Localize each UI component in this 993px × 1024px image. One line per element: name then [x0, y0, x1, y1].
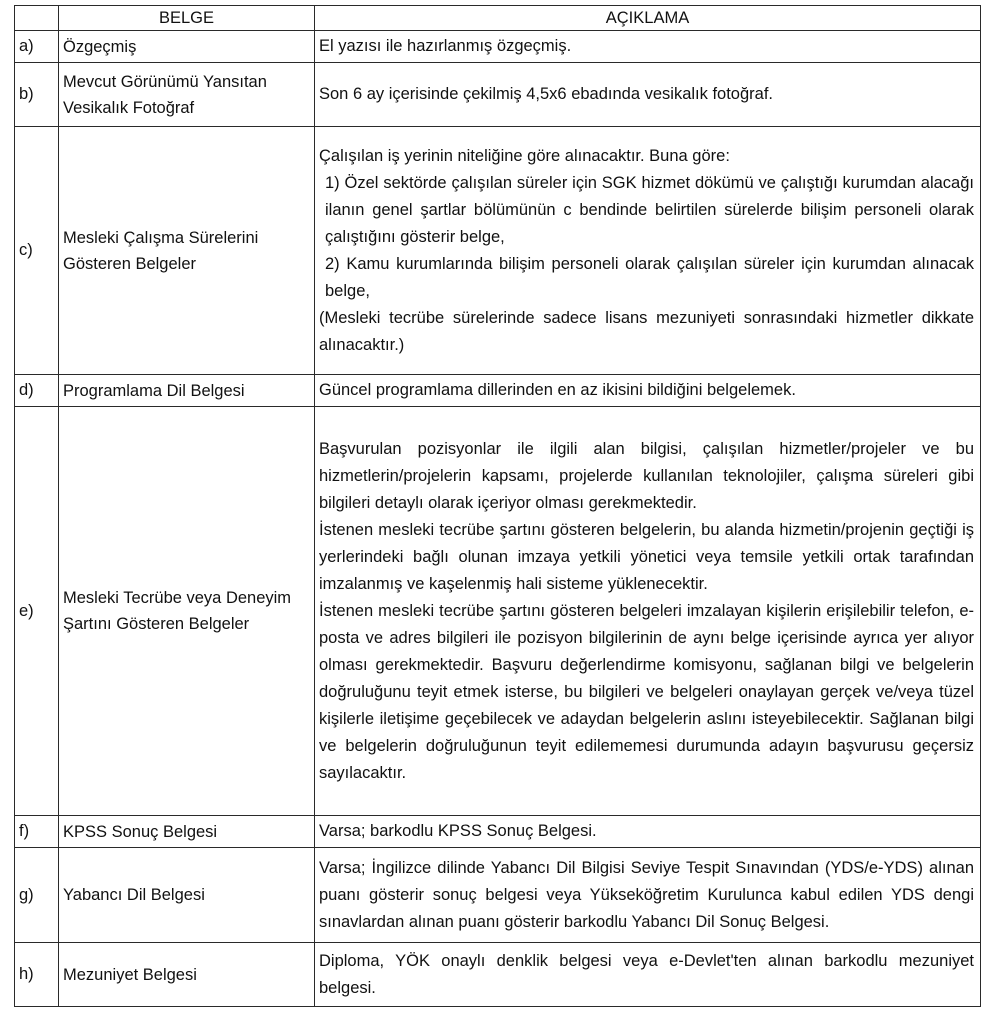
row-aciklama — [315, 816, 981, 848]
row-letter: c) — [15, 127, 59, 375]
row-aciklama — [315, 31, 981, 63]
row-letter: d) — [15, 375, 59, 407]
row-aciklama — [315, 63, 981, 127]
row-aciklama — [315, 848, 981, 943]
header-letter — [15, 6, 59, 31]
row-letter: f) — [15, 816, 59, 848]
aciklama-paragraph: Diploma, YÖK onaylı denklik belgesi veya e-Devlet'ten alınan barkodlu mezuniyet belgesi. — [319, 951, 974, 997]
header-belge: BELGE — [59, 6, 315, 31]
aciklama-paragraph: İstenen mesleki tecrübe şartını gösteren belgelerin, bu alanda hizmetin/projenin geçtiği iş yerlerindeki bağlı olunan imzaya yetkili yönetici veya temsile yetkili ortak tarafından imzalanmış ve kaşelenmiş hali sisteme yüklenecektir. — [319, 520, 974, 593]
aciklama-paragraph: İstenen mesleki tecrübe şartını gösteren belgeleri imzalayan kişilerin erişilebilir telefon, e-posta ve adres bilgileri ile pozisyon bilgilerinin de aynı belge içerisinde ayrıca yer alıyor olması gerekmektedir. Başvuru değerlendirme komisyonu, sağlanan bilgi ve belgelerin doğruluğunu teyit etmek isterse, bu bilgileri ve belgeleri onaylayan gerçek ve/veya tüzel kişilerle iletişime geçebilecek ve adaydan belgelerin aslını isteyebilecektir. Sağlanan bilgi ve belgelerin doğruluğunun teyit edilememesi durumunda adayın başvurusu geçersiz sayılacaktır. — [319, 601, 974, 782]
row-belge: Mezuniyet Belgesi — [59, 943, 315, 1007]
row-belge: KPSS Sonuç Belgesi — [59, 816, 315, 848]
row-letter: g) — [15, 848, 59, 943]
row-belge: Mevcut Görünümü Yansıtan Vesikalık Fotoğraf — [59, 63, 315, 127]
row-aciklama — [315, 407, 981, 816]
aciklama-paragraph: 1) Özel sektörde çalışılan süreler için SGK hizmet dökümü ve çalıştığı kurumdan alacağı ilanın genel şartlar bölümünün c bendinde belirtilen sürelerde bilişim personeli olarak çalıştığını gösterir belge, — [325, 173, 974, 246]
aciklama-paragraph: Varsa; barkodlu KPSS Sonuç Belgesi. — [319, 822, 597, 840]
aciklama-paragraph: El yazısı ile hazırlanmış özgeçmiş. — [319, 37, 572, 55]
table-header-row — [15, 6, 981, 31]
aciklama-paragraph: Son 6 ay içerisinde çekilmiş 4,5x6 ebadında vesikalık fotoğraf. — [319, 85, 773, 103]
table-row — [15, 848, 981, 943]
row-letter: h) — [15, 943, 59, 1007]
row-belge: Mesleki Çalışma Sürelerini Gösteren Belgeler — [59, 127, 315, 375]
table-row — [15, 943, 981, 1007]
aciklama-paragraph: Varsa; İngilizce dilinde Yabancı Dil Bilgisi Seviye Tespit Sınavından (YDS/e-YDS) alınan puanı gösterir sonuç belgesi veya Yükseköğretim Kurulunca kabul edilen YDS dengi sınavlardan alınan puanı gösterir barkodlu Yabancı Dil Sonuç Belgesi. — [319, 858, 974, 931]
table-row — [15, 127, 981, 375]
table-row — [15, 63, 981, 127]
row-aciklama — [315, 127, 981, 375]
header-aciklama: AÇIKLAMA — [315, 6, 981, 31]
table-row — [15, 816, 981, 848]
row-belge: Programlama Dil Belgesi — [59, 375, 315, 407]
table-row — [15, 407, 981, 816]
row-letter: a) — [15, 31, 59, 63]
table-row — [15, 375, 981, 407]
row-letter: b) — [15, 63, 59, 127]
documents-table — [14, 5, 981, 1007]
row-belge: Yabancı Dil Belgesi — [59, 848, 315, 943]
row-aciklama — [315, 375, 981, 407]
aciklama-paragraph: Güncel programlama dillerinden en az ikisini bildiğini belgelemek. — [319, 381, 796, 399]
table-row — [15, 31, 981, 63]
row-letter: e) — [15, 407, 59, 816]
row-belge: Özgeçmiş — [59, 31, 315, 63]
aciklama-paragraph: 2) Kamu kurumlarında bilişim personeli olarak çalışılan süreler için kurumdan alınacak belge, — [325, 254, 974, 300]
aciklama-paragraph: (Mesleki tecrübe sürelerinde sadece lisans mezuniyeti sonrasındaki hizmetler dikkate alınacaktır.) — [319, 308, 974, 354]
row-aciklama — [315, 943, 981, 1007]
aciklama-paragraph: Başvurulan pozisyonlar ile ilgili alan bilgisi, çalışılan hizmetler/projeler ve bu hizmetlerin/projelerin kapsamı, projelerde kullanılan teknolojiler, çalışma süreleri gibi bilgileri detaylı olarak içeriyor olması gerekmektedir. — [319, 439, 974, 512]
aciklama-paragraph: Çalışılan iş yerinin niteliğine göre alınacaktır. Buna göre: — [319, 146, 730, 165]
row-belge: Mesleki Tecrübe veya Deneyim Şartını Gösteren Belgeler — [59, 407, 315, 816]
